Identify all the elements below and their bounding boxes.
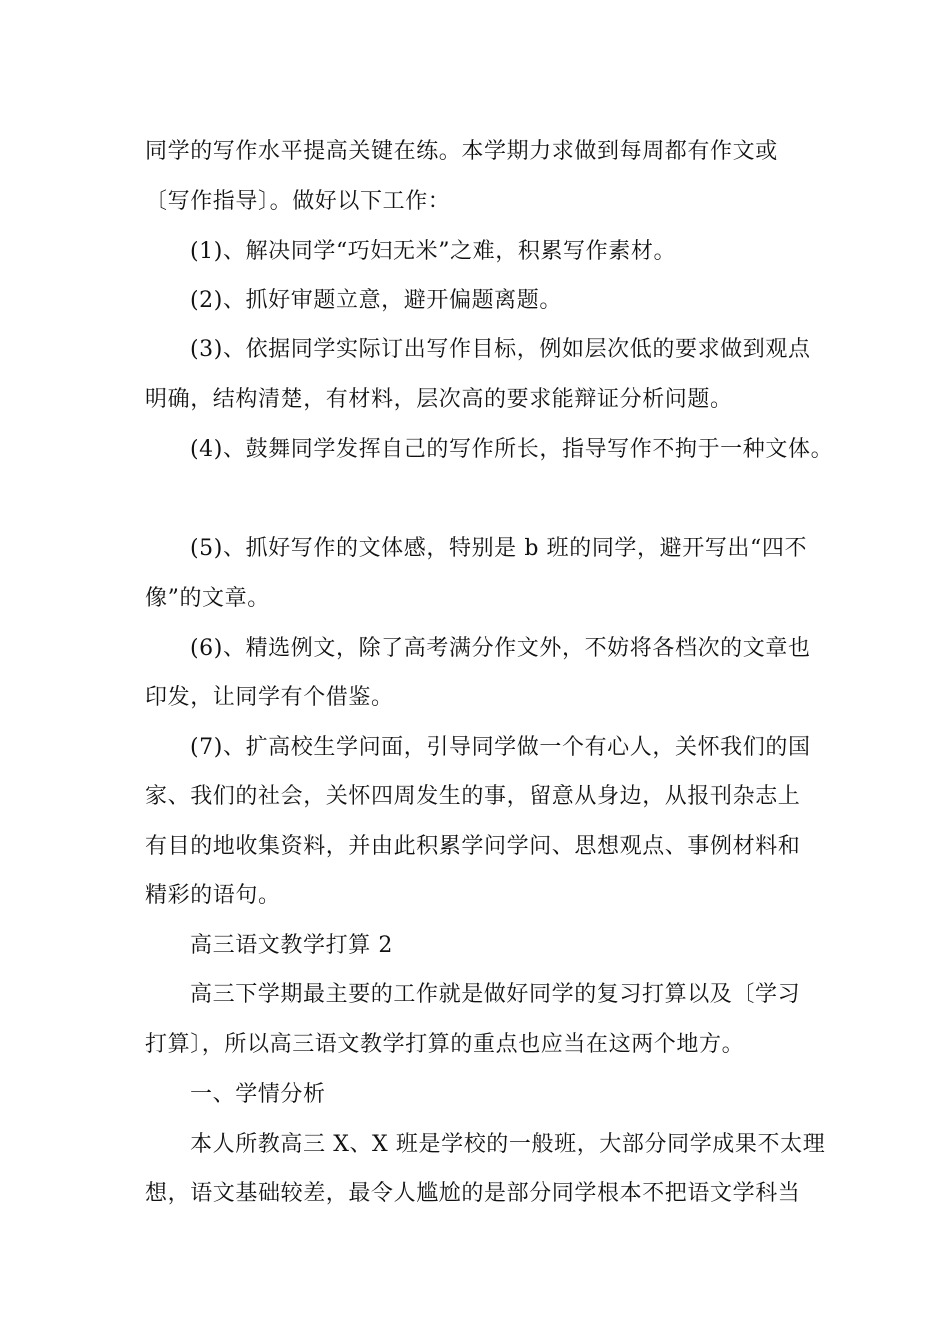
text-line: 家、我们的社会，关怀四周发生的事，留意从身边，从报刊杂志上 — [145, 784, 801, 809]
text-line: (6)、精选例文，除了高考满分作文外，不妨将各档次的文章也 — [190, 636, 811, 661]
text-line: 打算〕，所以高三语文教学打算的重点也应当在这两个地方。 — [145, 1032, 745, 1057]
text-line: 同学的写作水平提高关键在练。本学期力求做到每周都有作文或 — [145, 139, 778, 164]
text-line: (1)、解决同学“巧妇无米”之难，积累写作素材。 — [190, 239, 677, 264]
section-heading: 一、学情分析 — [190, 1082, 326, 1107]
text-line: (5)、抓好写作的文体感，特别是 b 班的同学，避开写出“四不 — [190, 536, 808, 561]
text-line: (4)、鼓舞同学发挥自己的写作所长，指导写作不拘于一种文体。 — [190, 437, 834, 462]
text-line: (2)、抓好审题立意，避开偏题离题。 — [190, 288, 562, 313]
text-line: 〔写作指导〕。做好以下工作： — [145, 189, 451, 214]
text-line: (3)、依据同学实际订出写作目标，例如层次低的要求做到观点 — [190, 337, 811, 362]
text-line: 本人所教高三 X、X 班是学校的一般班，大部分同学成果不太理 — [190, 1132, 826, 1157]
text-line: 像”的文章。 — [145, 586, 270, 611]
text-line: (7)、扩高校生学问面，引导同学做一个有心人，关怀我们的国 — [190, 735, 811, 760]
text-line: 精彩的语句。 — [145, 883, 281, 908]
section-title: 高三语文教学打算 2 — [190, 933, 393, 958]
text-line: 印发，让同学有个借鉴。 — [145, 685, 394, 710]
text-line: 高三下学期最主要的工作就是做好同学的复习打算以及〔学习 — [190, 982, 801, 1007]
text-line: 有目的地收集资料，并由此积累学问学问、思想观点、事例材料和 — [145, 834, 801, 859]
text-line: 想，语文基础较差，最令人尴尬的是部分同学根本不把语文学科当 — [145, 1181, 801, 1206]
text-line: 明确，结构清楚，有材料，层次高的要求能辩证分析问题。 — [145, 387, 733, 412]
